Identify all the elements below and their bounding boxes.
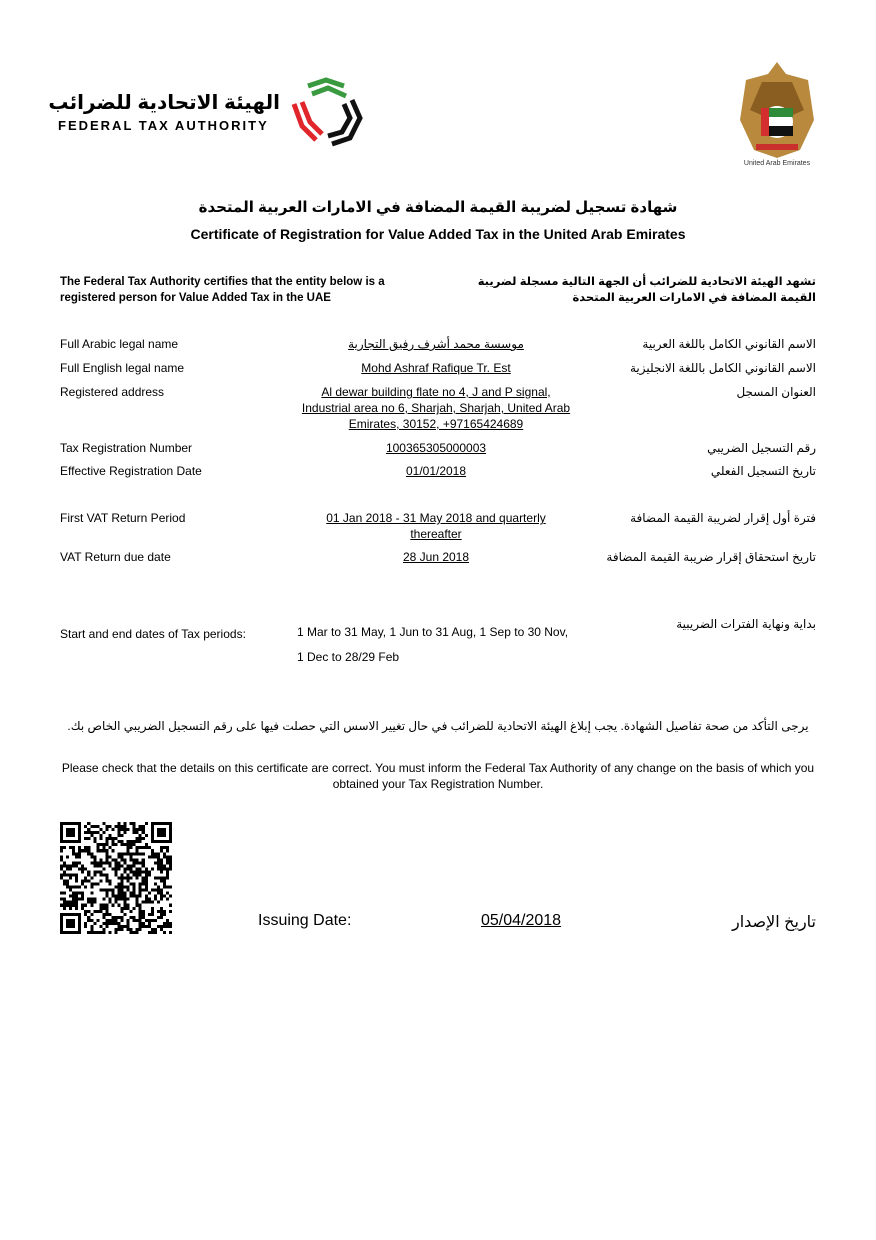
certificate-title-english: Certificate of Registration for Value Added Tax in the United Arab Emirates <box>190 226 686 242</box>
uae-emblem-icon <box>738 60 816 160</box>
english-name-label: Full English legal name <box>60 361 185 375</box>
notice-arabic: يرجى التأكد من صحة تفاصيل الشهادة. يجب إبلاغ الهيئة الاتحادية للضرائب في حال تغيير الاسس التي حصلت فيها على رقم التسجيل الضريبي الخاص بك. <box>67 719 809 733</box>
notice-english: Please check that the details on this certificate are correct. You must inform the Federal Tax Authority of any change on the basis of which you obtained your Tax Registration Number. <box>61 761 815 791</box>
return-due-date-value: 28 Jun 2018 <box>402 550 470 564</box>
emblem-caption: United Arab Emirates <box>743 160 811 167</box>
first-return-period-value: 01 Jan 2018 - 31 May 2018 and quarterly thereafter <box>326 511 546 541</box>
english-name-label-ar: الاسم القانوني الكامل باللغة الانجليزية <box>629 361 816 375</box>
authority-name-arabic: الهيئة الاتحادية للضرائب <box>48 92 280 114</box>
qr-code-icon <box>60 822 172 934</box>
effective-date-label: Effective Registration Date <box>60 464 202 478</box>
return-due-date-label: VAT Return due date <box>60 550 171 564</box>
first-return-period-label: First VAT Return Period <box>60 511 186 525</box>
arabic-name-label-ar: الاسم القانوني الكامل باللغة العربية <box>642 337 816 351</box>
arabic-name-value: موسسة محمد أشرف رفيق التجارية <box>348 337 524 351</box>
address-label-ar: العنوان المسجل <box>736 385 816 399</box>
address-label: Registered address <box>60 385 165 399</box>
certificate-title-arabic: شهادة تسجيل لضريبة القيمة المضافة في الامارات العربية المتحدة <box>198 199 678 216</box>
return-due-date-label-ar: تاريخ استحقاق إقرار ضريبة القيمة المضافة <box>606 550 816 564</box>
address-value: Al dewar building flate no 4, J and P signal, Industrial area no 6, Sharjah, Sharjah, United Arab Emirates, 30152, +97165424689 <box>301 385 571 431</box>
issuing-date-label: Issuing Date: <box>258 912 352 929</box>
effective-date-label-ar: تاريخ التسجيل الفعلي <box>710 464 816 478</box>
tax-periods-label: Start and end dates of Tax periods: <box>60 627 246 641</box>
tax-periods-label-ar: بداية ونهاية الفترات الضريبية <box>676 617 816 631</box>
effective-date-value: 01/01/2018 <box>405 464 467 478</box>
trn-label-ar: رقم التسجيل الضريبي <box>707 441 816 455</box>
issuing-date-value: 05/04/2018 <box>481 912 562 929</box>
authority-name-english: FEDERAL TAX AUTHORITY <box>58 118 269 133</box>
arabic-name-label: Full Arabic legal name <box>60 337 179 351</box>
trn-label: Tax Registration Number <box>60 441 193 455</box>
certification-statement-english: The Federal Tax Authority certifies that the entity below is a registered person for Value Added Tax in the UAE <box>60 276 385 304</box>
fta-logo-icon <box>288 76 366 148</box>
english-name-value: Mohd Ashraf Rafique Tr. Est <box>361 361 511 375</box>
trn-value: 100365305000003 <box>385 441 487 455</box>
certification-statement-arabic: تشهد الهيئة الاتحادية للضرائب أن الجهة التالية مسجلة لضريبة القيمة المضافة في الامارات العربية المتحدة <box>477 276 816 304</box>
first-return-period-label-ar: فترة أول إقرار لضريبة القيمة المضافة <box>630 511 816 525</box>
issuing-date-label-ar: تاريخ الإصدار <box>731 914 816 931</box>
tax-periods-value: 1 Mar to 31 May, 1 Jun to 31 Aug, 1 Sep to 30 Nov, 1 Dec to 28/29 Feb <box>297 625 569 664</box>
qr-modules <box>60 822 172 934</box>
